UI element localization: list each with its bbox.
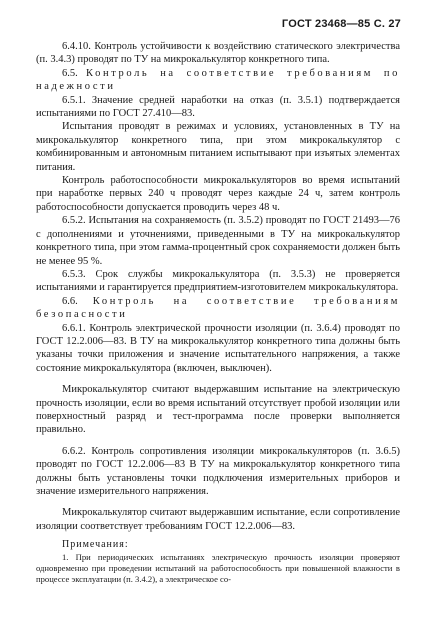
paragraph-6-5-3: 6.5.3. Срок службы микрокалькулятора (п. 3.5.3) не проверяется испытаниями и гарантируется предприятием-изготовителем микрокалькулятора. — [36, 268, 400, 294]
paragraph-test-modes: Испытания проводят в режимах и условиях, установленных в ТУ на микрокалькулятор конкретного типа, при этом микрокалькулятор с комбинированным и автономным питанием испытывают при изъятых элементах питания. — [36, 121, 400, 173]
note-1: 1. При периодических испытаниях электрическую прочность изоляции проверяют одновременно при проведении испытаний на работоспособность при повышенной влажности в процессе эксплуатации (п. 3.4.2), а электрическое со- — [36, 551, 400, 584]
notes-title: Примечания: — [62, 539, 129, 551]
paragraph-6-4-10: 6.4.10. Контроль устойчивости к воздействию статического электричества (п. 3.4.3) проводят по ТУ на микрокалькулятор конкретного типа. — [36, 41, 400, 66]
page-header: ГОСТ 23468—85 С. 27 — [281, 18, 401, 30]
document-body — [36, 40, 400, 585]
paragraph-operability-control: Контроль работоспособности микрокалькуляторов во время испытаний при наработке первых 240 ч проводят через каждые 24 ч, затем контроль работоспособности допускается проводить через 48 ч. — [36, 175, 400, 213]
paragraph-insulation-result: Микрокалькулятор считают выдержавшим испытание, если сопротивление изоляции соответствует требованиям ГОСТ 12.2.006—83. — [36, 507, 400, 532]
paragraph-6-6-2: 6.6.2. Контроль сопротивления изоляции микрокалькуляторов (п. 3.6.5) проводят по ГОСТ 12.2.006—83 В ТУ на микрокалькулятор конкретного типа должны быть установлены точки подключения измерительных приборов и значение измерительного напряжения. — [36, 445, 400, 497]
section-heading-safety: 6.6. Контроль на соответствие требованиям безопасности — [36, 295, 400, 321]
paragraph-6-6-1: 6.6.1. Контроль электрической прочности изоляции (п. 3.6.4) проводят по ГОСТ 12.2.006—83. В ТУ на микрокалькулятор конкретного типа должны быть указаны точки приложения и значение испытательного напряжения, а также состояние микрокалькулятора (включен, выключен). — [36, 322, 400, 374]
paragraph-6-5-1: 6.5.1. Значение средней наработки на отказ (п. 3.5.1) подтверждается испытаниями по ГОСТ 27.410—83. — [36, 94, 400, 120]
paragraph-electric-strength-result: Микрокалькулятор считают выдержавшим испытание на электрическую прочность изоляции, если во время испытаний отсутствует пробой изоляции или поверхностный разряд и тест-программа после проверки выполняется правильно. — [36, 384, 400, 436]
section-heading-reliability: 6.5. Контроль на соответствие требованиям по надежности — [36, 67, 400, 93]
paragraph-6-5-2: 6.5.2. Испытания на сохраняемость (п. 3.5.2) проводят по ГОСТ 21493—76 с дополнениями и уточнениями, приведенными в ТУ на микрокалькулятор конкретного типа, при этом гамма-процентный срок сохраняемости должен быть не менее 95 %. — [36, 215, 400, 267]
